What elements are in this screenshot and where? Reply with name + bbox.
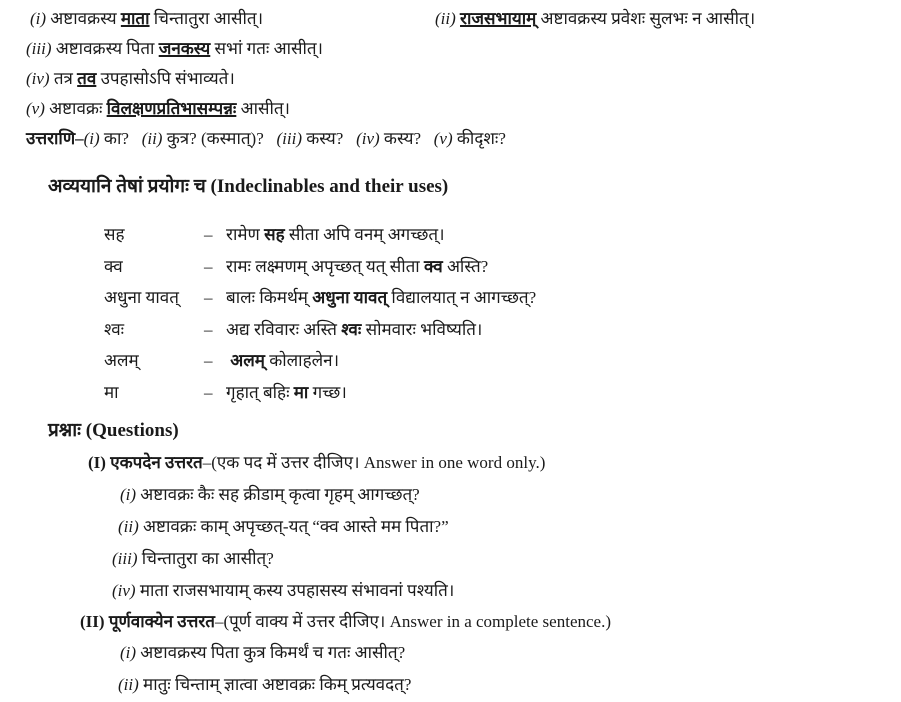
example-text: विद्यालयात् न आगच्छत्? — [391, 288, 537, 307]
heading-english: (Indeclinables and their uses) — [210, 176, 449, 197]
underlined-word: राजसभायाम् — [460, 9, 537, 28]
text: अष्टावक्रस्य — [50, 9, 117, 28]
dash: – — [204, 288, 213, 307]
underlined-word: जनकस्य — [158, 39, 211, 58]
text: आसीत्। — [240, 99, 290, 118]
indeclinable-term: सह — [104, 225, 125, 244]
example-text: गृहात् बहिः — [226, 382, 290, 402]
question-text: माता राजसभायाम् कस्य उपहासस्य संभावनां पश्यति। — [139, 581, 455, 600]
example-text: अद्य रविवारः अस्ति — [226, 319, 337, 339]
item-number: (i) — [30, 9, 47, 28]
item-number: (i) — [120, 643, 137, 662]
question-text: अष्टावक्रः काम् अपृच्छत्-यत् “क्व आस्ते मम पिता?” — [143, 517, 449, 536]
text: तत्र — [53, 69, 73, 88]
dash: – — [204, 351, 213, 370]
question-text: चिन्तातुरा का आसीत्? — [141, 549, 274, 568]
example-text: सीता अपि वनम् अगच्छत्। — [288, 225, 445, 244]
underlined-word: माता — [120, 9, 150, 28]
item-number: (iii) — [26, 39, 52, 58]
question-item — [120, 484, 420, 506]
answers-line — [26, 128, 506, 150]
indeclinable-term: मा — [104, 382, 119, 402]
bold-word: मा — [293, 382, 309, 402]
heading-sanskrit: अव्ययानि तेषां प्रयोगः च — [48, 176, 206, 197]
part-1-instruction — [88, 452, 545, 474]
question-item — [112, 548, 274, 570]
part-label: पूर्णवाक्येन उत्तरत — [108, 612, 215, 631]
item-number: (v) — [26, 99, 45, 118]
example-text: कोलाहलेन। — [269, 351, 340, 370]
text: चिन्तातुरा आसीत्। — [153, 9, 264, 28]
questions-heading — [48, 420, 179, 442]
item-number: (i) — [120, 485, 137, 504]
exercise-line-4 — [26, 98, 290, 120]
item-number: (ii) — [435, 9, 456, 28]
exercise-line-2 — [26, 38, 323, 60]
dash: – — [204, 382, 213, 402]
item-number: (ii) — [118, 675, 139, 694]
underlined-word: विलक्षणप्रतिभासम्पन्नः — [106, 99, 237, 118]
instruction: –(पूर्ण वाक्य में उत्तर दीजिए। Answer in a complete sentence.) — [214, 612, 611, 631]
indeclinable-row — [104, 256, 488, 278]
text: उपहासोऽपि संभाव्यते। — [100, 69, 235, 88]
item-number: (iv) — [112, 581, 136, 600]
indeclinable-term: श्वः — [104, 319, 125, 339]
question-item — [118, 516, 449, 538]
example-text: रामः लक्ष्मणम् अपृच्छत् यत् सीता — [226, 256, 420, 276]
text: अष्टावक्रस्य पिता — [55, 39, 155, 58]
exercise-line-1 — [30, 8, 263, 30]
part-number: (II) — [80, 612, 105, 631]
answer: कुत्र? (कस्मात्)? — [166, 129, 264, 148]
underlined-word: तव — [77, 69, 97, 88]
example-text: अस्ति? — [446, 256, 489, 276]
dash: – — [204, 225, 213, 244]
heading-sanskrit: प्रश्नाः — [48, 420, 82, 441]
bold-word: अलम् — [230, 351, 265, 370]
bold-word: सह — [264, 225, 285, 244]
question-text: अष्टावक्रस्य पिता कुत्र किमर्थं च गतः आसीत्? — [140, 643, 406, 662]
answer: का? — [103, 129, 129, 148]
question-item — [118, 674, 411, 696]
item-number: (iii) — [112, 549, 138, 568]
indeclinable-term: क्व — [104, 256, 123, 276]
answer: कीदृशः? — [456, 129, 506, 148]
heading-english: (Questions) — [85, 420, 179, 441]
dash: – — [204, 319, 213, 339]
answer: कस्य? — [306, 129, 344, 148]
indeclinables-heading — [48, 176, 448, 198]
example-text: सोमवारः भविष्यति। — [365, 319, 483, 339]
exercise-line-3 — [26, 68, 235, 90]
indeclinable-row — [104, 382, 347, 404]
text: अष्टावक्रः — [49, 99, 103, 118]
instruction: –(एक पद में उत्तर दीजिए। Answer in one word only.) — [202, 453, 546, 472]
bold-word: क्व — [423, 256, 443, 276]
indeclinable-row — [104, 350, 339, 372]
question-text: मातुः चिन्ताम् ज्ञात्वा अष्टावक्रः किम् प्रत्यवदत्? — [143, 675, 412, 694]
dash: – — [204, 256, 213, 276]
item-number: (i) — [83, 129, 100, 148]
indeclinable-term: अधुना यावत् — [104, 288, 179, 307]
part-label: एकपदेन उत्तरत — [110, 453, 203, 472]
answers-label: उत्तराणि– — [26, 129, 84, 148]
text: अष्टावक्रस्य प्रवेशः सुलभः न आसीत्। — [540, 9, 756, 28]
part-2-instruction — [80, 611, 611, 633]
question-item — [120, 642, 405, 664]
answer: कस्य? — [383, 129, 421, 148]
indeclinable-row — [104, 287, 536, 309]
indeclinable-term: अलम् — [104, 351, 139, 370]
text: सभां गतः आसीत्। — [214, 39, 323, 58]
example-text: रामेण — [226, 225, 260, 244]
item-number: (iv) — [26, 69, 50, 88]
question-text: अष्टावक्रः कैः सह क्रीडाम् कृत्वा गृहम् आगच्छत्? — [140, 485, 420, 504]
item-number: (iv) — [356, 129, 380, 148]
bold-word: अधुना यावत् — [312, 288, 388, 307]
item-number: (v) — [433, 129, 453, 148]
indeclinable-row — [104, 319, 482, 341]
item-number: (iii) — [276, 129, 302, 148]
item-number: (ii) — [141, 129, 163, 148]
part-number: (I) — [88, 453, 106, 472]
exercise-line-1b — [435, 8, 755, 30]
bold-word: श्वः — [341, 319, 362, 339]
item-number: (ii) — [118, 517, 139, 536]
example-text: बालः किमर्थम् — [226, 288, 308, 307]
indeclinable-row — [104, 224, 445, 246]
example-text: गच्छ। — [312, 382, 347, 402]
question-item — [112, 580, 454, 602]
